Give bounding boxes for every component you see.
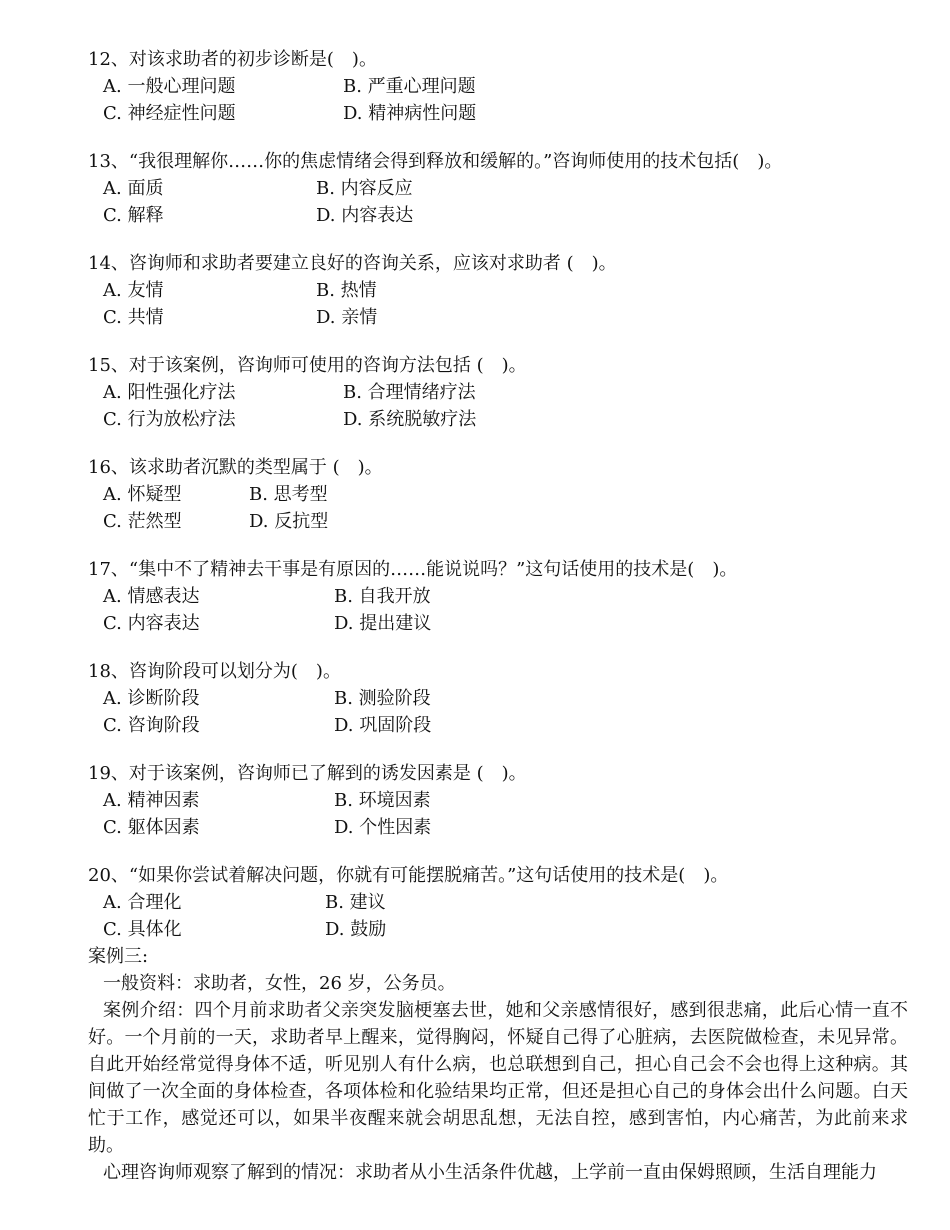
option-c[interactable]: C. 茫然型: [103, 511, 182, 532]
option-a[interactable]: A. 怀疑型: [103, 484, 182, 505]
option-b[interactable]: B. 自我开放: [334, 586, 431, 607]
question-16: [88, 454, 908, 535]
option-c[interactable]: C. 神经症性问题: [103, 103, 236, 124]
options-row-1: [88, 481, 908, 508]
case-observation: 心理咨询师观察了解到的情况：求助者从小生活条件优越，上学前一直由保姆照顾，生活自理能力: [103, 1162, 877, 1183]
options-row-1: [88, 889, 908, 916]
option-d[interactable]: D. 精神病性问题: [343, 103, 477, 124]
option-c[interactable]: C. 行为放松疗法: [103, 409, 236, 430]
case-introduction: 案例介绍：四个月前求助者父亲突发脑梗塞去世，她和父亲感情很好，感到很悲痛，此后心情一直不好。一个月前的一天，求助者早上醒来，觉得胸闷，怀疑自己得了心脏病，去医院做检查，未见异常。自此开始经常觉得身体不适，听见别人有什么病，也总联想到自己，担心自己会不会也得上这种病。其间做了一次全面的身体检查，各项体检和化验结果均正常，但还是担心自己的身体会出什么问题。白天忙于工作，感觉还可以，如果半夜醒来就会胡思乱想，无法自控，感到害怕，内心痛苦，为此前来求助。: [88, 1000, 908, 1156]
option-a[interactable]: A. 精神因素: [103, 790, 200, 811]
question-stem: 18、咨询阶段可以划分为( )。: [88, 661, 341, 682]
question-19: [88, 760, 908, 841]
option-c[interactable]: C. 咨询阶段: [103, 715, 200, 736]
option-a[interactable]: A. 面质: [103, 178, 164, 199]
question-stem: 15、对于该案例，咨询师可使用的咨询方法包括 ( )。: [88, 355, 527, 376]
option-c[interactable]: C. 共情: [103, 307, 164, 328]
option-b[interactable]: B. 严重心理问题: [343, 76, 476, 97]
question-17: [88, 556, 908, 637]
options-row-2: [88, 610, 908, 637]
option-c[interactable]: C. 具体化: [103, 919, 182, 940]
option-b[interactable]: B. 合理情绪疗法: [343, 382, 476, 403]
question-stem: 13、“我很理解你……你的焦虑情绪会得到释放和缓解的。”咨询师使用的技术包括( )。: [88, 151, 783, 172]
option-a[interactable]: A. 一般心理问题: [103, 76, 236, 97]
option-b[interactable]: B. 内容反应: [316, 178, 413, 199]
options-row-1: [88, 175, 908, 202]
question-stem: 19、对于该案例，咨询师已了解到的诱发因素是 ( )。: [88, 763, 527, 784]
options-row-1: [88, 73, 908, 100]
option-d[interactable]: D. 个性因素: [334, 817, 432, 838]
question-13: [88, 148, 908, 229]
option-c[interactable]: C. 躯体因素: [103, 817, 200, 838]
option-b[interactable]: B. 热情: [316, 280, 377, 301]
option-c[interactable]: C. 解释: [103, 205, 164, 226]
exam-page: [88, 46, 908, 1186]
option-d[interactable]: D. 系统脱敏疗法: [343, 409, 477, 430]
options-row-1: [88, 277, 908, 304]
option-d[interactable]: D. 反抗型: [249, 511, 329, 532]
options-row-2: [88, 100, 908, 127]
options-row-2: [88, 406, 908, 433]
option-d[interactable]: D. 提出建议: [334, 613, 432, 634]
question-stem: 12、对该求助者的初步诊断是( )。: [88, 49, 377, 70]
question-15: [88, 352, 908, 433]
option-d[interactable]: D. 内容表达: [316, 205, 414, 226]
question-stem: 14、咨询师和求助者要建立良好的咨询关系，应该对求助者 ( )。: [88, 253, 617, 274]
option-d[interactable]: D. 巩固阶段: [334, 715, 432, 736]
option-c[interactable]: C. 内容表达: [103, 613, 200, 634]
question-stem: 16、该求助者沉默的类型属于 ( )。: [88, 457, 383, 478]
question-14: [88, 250, 908, 331]
options-row-2: [88, 916, 908, 943]
options-row-1: [88, 787, 908, 814]
option-d[interactable]: D. 鼓励: [325, 919, 387, 940]
option-b[interactable]: B. 环境因素: [334, 790, 431, 811]
question-20: [88, 862, 908, 943]
options-row-1: [88, 685, 908, 712]
options-row-2: [88, 508, 908, 535]
option-b[interactable]: B. 建议: [325, 892, 386, 913]
option-d[interactable]: D. 亲情: [316, 307, 378, 328]
option-b[interactable]: B. 思考型: [249, 484, 328, 505]
case-general-info: 一般资料：求助者，女性，26 岁，公务员。: [103, 973, 456, 994]
question-12: [88, 46, 908, 127]
option-a[interactable]: A. 阳性强化疗法: [103, 382, 236, 403]
options-row-2: [88, 814, 908, 841]
option-a[interactable]: A. 诊断阶段: [103, 688, 200, 709]
option-b[interactable]: B. 测验阶段: [334, 688, 431, 709]
option-a[interactable]: A. 合理化: [103, 892, 182, 913]
option-a[interactable]: A. 友情: [103, 280, 164, 301]
options-row-1: [88, 583, 908, 610]
case-title: 案例三:: [88, 946, 149, 967]
options-row-1: [88, 379, 908, 406]
options-row-2: [88, 202, 908, 229]
question-stem: 20、“如果你尝试着解决问题，你就有可能摆脱痛苦。”这句话使用的技术是( )。: [88, 865, 729, 886]
question-stem: 17、“集中不了精神去干事是有原因的……能说说吗？”这句话使用的技术是( )。: [88, 559, 738, 580]
option-a[interactable]: A. 情感表达: [103, 586, 200, 607]
options-row-2: [88, 304, 908, 331]
options-row-2: [88, 712, 908, 739]
question-18: [88, 658, 908, 739]
